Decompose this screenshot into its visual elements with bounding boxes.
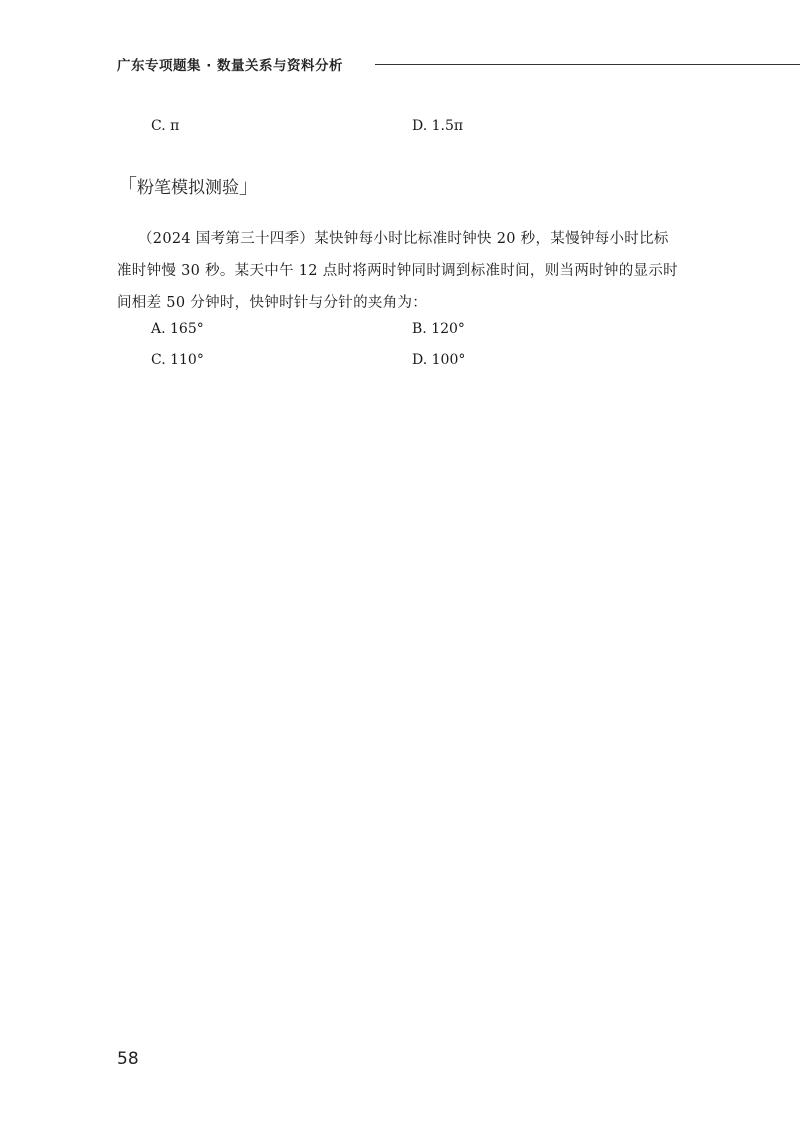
page-header (117, 52, 727, 76)
prev-option-d: D. 1.5π (412, 118, 464, 134)
section-bracket-left: 「 (117, 174, 137, 198)
section-title-text: 粉笔模拟测验 (137, 178, 239, 198)
option-a: A. 165° (151, 321, 204, 337)
option-b: B. 120° (412, 321, 465, 337)
page-number: 58 (117, 1049, 139, 1069)
section-bracket-right: 」 (239, 174, 259, 198)
section-title (117, 170, 259, 196)
question-line-1: （2024 国考第三十四季）某快钟每小时比标准时钟快 20 秒，某慢钟每小时比标 (138, 231, 669, 247)
option-c: C. 110° (151, 352, 204, 368)
header-rule (375, 64, 800, 65)
prev-option-c: C. π (151, 118, 180, 134)
question-line-3: 间相差 50 分钟时，快钟时针与分针的夹角为： (117, 295, 428, 311)
option-d: D. 100° (412, 352, 466, 368)
header-title: 广东专项题集 · 数量关系与资料分析 (117, 58, 344, 74)
question-line-2: 准时钟慢 30 秒。某天中午 12 点时将两时钟同时调到标准时间，则当两时钟的显示时 (117, 263, 678, 279)
